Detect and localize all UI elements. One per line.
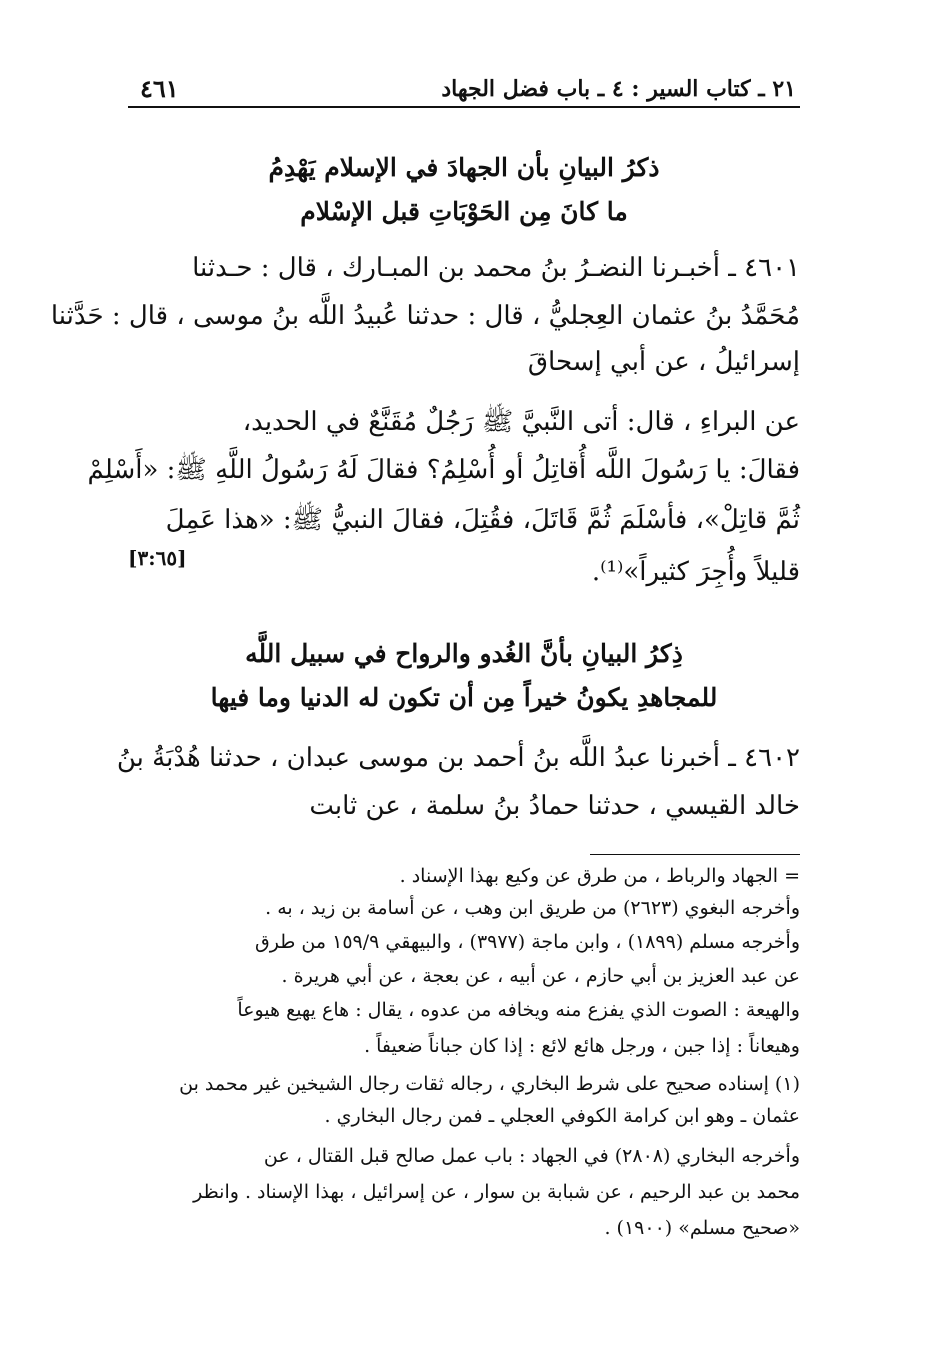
hadith-4601-isnad-line-1: ٤٦٠١ ـ أخبـرنا النضـرُ بنُ محمد بن المبـارك ، قال : حـدثنا [192, 253, 800, 283]
hadith-4601-matn-line-1: عن البراءِ ، قال: أتى النَّبيَّ ﷺ رَجُلٌ مُقَنَّعٌ في الحديد، [242, 407, 800, 437]
running-title: ٢١ ـ كتاب السير : ٤ ـ باب فضل الجهاد [441, 76, 796, 102]
hadith-4601-matn-line-2: فقالَ: يا رَسُولَ اللَّه أُقاتِلُ أو أُسْلِمُ؟ فقالَ لَهُ رَسُولُ اللَّهِ ﷺ: «أَسْلِمْ [87, 455, 800, 485]
footnote-line-11: «صحيح مسلم» (١٩٠٠) . [604, 1217, 800, 1239]
section-2-heading-line-1: ذِكرُ البيانِ بأنَّ الغُدو والرواح في سبيل اللَّه [245, 639, 683, 668]
footnote-line-6: وهيعاناً : إذا جبن ، ورجل هائع لائع : إذا كان جباناً ضعيفاً . [364, 1035, 800, 1057]
hadith-4601-matn-line-4: قليلاً وأُجِرَ كثيراً»⁽¹⁾. [591, 557, 800, 587]
footnote-line-8: عثمان ـ وهو ابن كرامة الكوفي العجلي ـ فمن رجال البخاري . [324, 1105, 800, 1127]
footnote-line-7: (١) إسناده صحيح على شرط البخاري ، رجاله ثقات رجال الشيخين غير محمد بن [179, 1073, 800, 1095]
page-header [128, 72, 800, 108]
hadith-4601-reference: [٣:٦٥] [128, 546, 187, 570]
footnote-line-5: والهيعة : الصوت الذي يفزع منه ويخافه من عدوه ، يقال : هاع يهيع هيوعاً [237, 999, 800, 1021]
section-2-heading-line-2: للمجاهدِ يكونُ خيراً مِن أن تكون له الدنيا وما فيها [210, 683, 718, 712]
section-1-heading-line-2: ما كانَ مِن الحَوْبَاتِ قبل الإسْلام [300, 197, 628, 226]
footnote-line-2: وأخرجه البغوي (٢٦٢٣) من طريق ابن وهب ، عن أسامة بن زيد ، به . [265, 897, 800, 919]
footnote-line-9: وأخرجه البخاري (٢٨٠٨) في الجهاد : باب عمل صالح قبل القتال ، عن [263, 1145, 800, 1167]
footnote-line-4: عن عبد العزيز بن أبي حازم ، عن أبيه ، عن بعجة ، عن أبي هريرة . [281, 965, 800, 987]
page-number: ٤٦١ [140, 74, 179, 103]
footnote-line-3: وأخرجه مسلم (١٨٩٩) ، وابن ماجة (٣٩٧٧) ، والبيهقي ١٥٩/٩ من طرق [255, 931, 800, 953]
hadith-4601-isnad-line-3: إسرائيلُ ، عن أبي إسحاقَ [527, 347, 800, 377]
hadith-4602-isnad-line-2: خالد القيسي ، حدثنا حمادُ بنُ سلمة ، عن ثابت [309, 791, 800, 821]
footnote-line-1: = الجهاد والرباط ، من طرق عن وكيع بهذا الإسناد . [399, 865, 800, 887]
section-1-heading-line-1: ذكرُ البيانِ بأن الجهادَ في الإسلام يَهْدِمُ [268, 153, 660, 182]
footnote-separator [590, 854, 800, 855]
footnote-line-10: محمد بن عبد الرحيم ، عن شبابة بن سوار ، عن إسرائيل ، بهذا الإسناد . وانظر [193, 1181, 800, 1203]
hadith-4601-matn-line-3: ثُمَّ قاتِلْ»، فأسْلَمَ ثُمَّ قَاتَلَ، فقُتِلَ، فقالَ النبيُّ ﷺ: «هذا عَمِلَ [165, 505, 800, 535]
hadith-4601-isnad-line-2: مُحَمَّدُ بنُ عثمان العِجليُّ ، قال : حدثنا عُبيدُ اللَّه بنُ موسى ، قال : حَدَّثنا [50, 301, 800, 331]
hadith-4602-isnad-line-1: ٤٦٠٢ ـ أخبرنا عبدُ اللَّه بنُ أحمد بن موسى عبدان ، حدثنا هُدْبَةُ بنُ [116, 743, 800, 773]
